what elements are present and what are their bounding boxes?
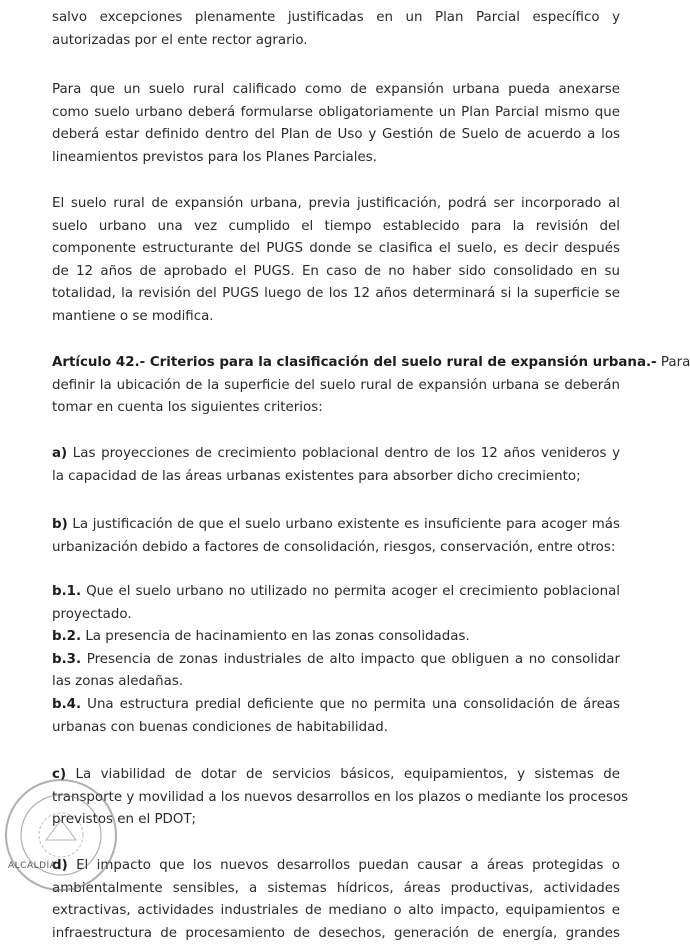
- text-line: Para que un suelo rural calificado como de expansión urbana pueda anexarse: [52, 82, 620, 97]
- text-line: b.1. Que el suelo urbano no utilizado no permita acoger el crecimiento poblacional: [52, 584, 620, 599]
- text-line: la capacidad de las áreas urbanas existentes para absorber dicho crecimiento;: [52, 468, 581, 484]
- text-line: previstos en el PDOT;: [52, 812, 197, 828]
- paragraph-plan-parcial: [52, 79, 620, 169]
- text-line: urbanización debido a factores de consolidación, riesgos, conservación, entre otros:: [52, 539, 616, 555]
- text-line: componente estructurante del PUGS donde se clasifica el suelo, es decir después: [52, 241, 620, 257]
- text-line: lineamientos previstos para los Planes Parciales.: [52, 149, 377, 165]
- item-label: a): [52, 446, 68, 461]
- item-label: b.2.: [52, 629, 82, 645]
- item-label: b.3.: [52, 651, 82, 667]
- text-line: infraestructura de procesamiento de desechos, generación de energía, grandes: [52, 925, 620, 941]
- item-label: b.1.: [52, 584, 82, 599]
- text-line: mantiene o se modifica.: [52, 308, 214, 324]
- text-line: deberá estar definido dentro del Plan de Uso y Gestión de Suelo de acuerdo a los: [52, 127, 620, 143]
- text-line: Artículo 42.- Criterios para la clasificación del suelo rural de expansión urbana.- Para: [52, 355, 690, 370]
- article-heading: Artículo 42.- Criterios para la clasificación del suelo rural de expansión urbana.-: [52, 355, 657, 370]
- criterion-b-subitems: [52, 581, 620, 739]
- text-line: b.2. La presencia de hacinamiento en las zonas consolidadas.: [52, 629, 470, 645]
- text-line: tomar en cuenta los siguientes criterios:: [52, 400, 323, 416]
- article-42: [52, 352, 690, 420]
- text-line: proyectado.: [52, 606, 132, 622]
- item-label: d): [52, 858, 68, 873]
- text-line: las zonas aledañas.: [52, 674, 184, 690]
- seal-label: ALCALDÍA: [8, 861, 57, 871]
- text-line: ambientalmente sensibles, a sistemas hídricos, áreas productivas, actividades: [52, 880, 620, 896]
- text-line: d) El impacto que los nuevos desarrollos puedan causar a áreas protegidas o: [52, 858, 620, 873]
- criterion-c: [52, 764, 629, 832]
- item-label: c): [52, 767, 67, 782]
- text-line: c) La viabilidad de dotar de servicios básicos, equipamientos, y sistemas de: [52, 767, 620, 782]
- criterion-b: [52, 514, 620, 559]
- item-label: b.4.: [52, 696, 82, 712]
- text-line: b.3. Presencia de zonas industriales de alto impacto que obliguen a no consolidar: [52, 651, 620, 667]
- criterion-a: [52, 443, 620, 488]
- text-line: El suelo rural de expansión urbana, previa justificación, podrá ser incorporado al: [52, 196, 620, 211]
- text-line: de 12 años de aprobado el PUGS. En caso de no haber sido consolidado en su: [52, 263, 620, 279]
- text-line: autorizadas por el ente rector agrario.: [52, 32, 308, 48]
- text-line: urbanas con buenas condiciones de habitabilidad.: [52, 719, 389, 735]
- text-line: b) La justificación de que el suelo urbano existente es insuficiente para acoger más: [52, 517, 620, 532]
- text-line: suelo urbano una vez cumplido el tiempo establecido para la revisión del: [52, 218, 620, 234]
- paragraph-incorporacion: [52, 193, 620, 329]
- text-line: definir la ubicación de la superficie del suelo rural de expansión urbana se deberán: [52, 377, 620, 393]
- criterion-d: [52, 855, 620, 945]
- item-label: b): [52, 517, 68, 532]
- text-line: transporte y movilidad a los nuevos desarrollos en los plazos o mediante los procesos: [52, 789, 629, 805]
- text-line: b.4. Una estructura predial deficiente que no permita una consolidación de áreas: [52, 696, 620, 712]
- paragraph-continuation: [52, 7, 620, 52]
- text-line: totalidad, la revisión del PUGS luego de los 12 años determinará si la superficie se: [52, 286, 620, 302]
- text-line: salvo excepciones plenamente justificadas en un Plan Parcial específico y: [52, 10, 620, 25]
- text-line: como suelo urbano deberá formularse obligatoriamente un Plan Parcial mismo que: [52, 104, 620, 120]
- text-line: a) Las proyecciones de crecimiento poblacional dentro de los 12 años venideros y: [52, 446, 620, 461]
- text-line: extractivas, actividades industriales de mediano o alto impacto, equipamientos e: [52, 903, 620, 919]
